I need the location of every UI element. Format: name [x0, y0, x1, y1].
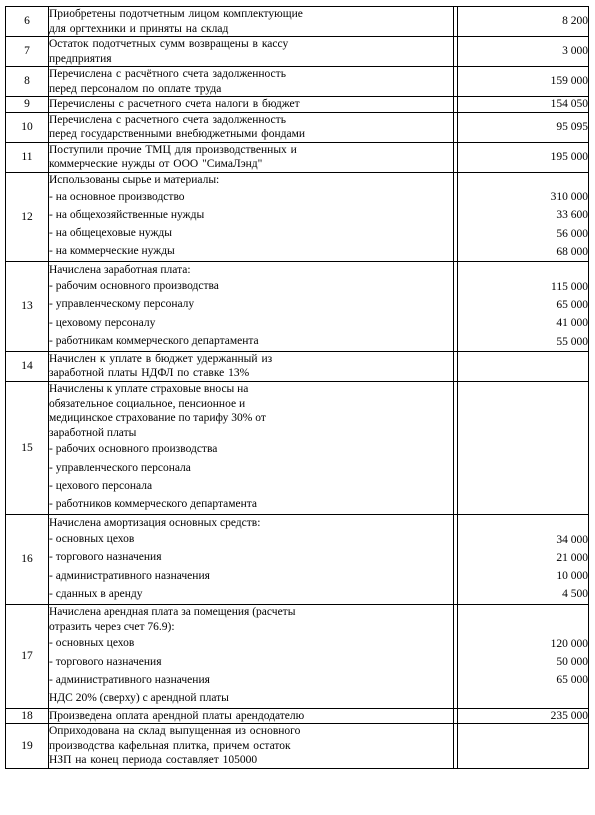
- list-item: - цехового персонала: [49, 479, 153, 492]
- operation-amount: 235 000: [458, 708, 589, 724]
- operation-description: [49, 67, 454, 97]
- operation-amount: 8 200: [458, 7, 589, 37]
- description-line: заработной платы НДФЛ по ставке 13%: [49, 367, 250, 380]
- operation-amount: [458, 262, 589, 352]
- description-line: производства кафельная плитка, причем остаток: [49, 739, 291, 752]
- list-item: - на основное производство: [49, 190, 185, 203]
- list-item: - рабочих основного производства: [49, 443, 218, 456]
- amount-spacer: [458, 606, 588, 635]
- description-line: Перечислена с расчетного счета задолженность: [49, 113, 286, 126]
- description-line: коммерческие нужды от ООО "СимаЛэнд": [49, 158, 263, 170]
- description-line: Начислена амортизация основных средств:: [49, 516, 261, 529]
- operation-amount: [458, 351, 589, 381]
- description-line: Начислена заработная плата:: [49, 263, 191, 276]
- list-item-amount: 10 000: [556, 570, 588, 583]
- description-line: Перечислена с расчётного счета задолженность: [49, 68, 286, 80]
- list-item-amount: [458, 496, 588, 514]
- amount-spacer: [458, 174, 588, 189]
- list-item-amount: [458, 441, 588, 459]
- table-row: [6, 97, 589, 113]
- operation-amount: [458, 515, 589, 605]
- table-row: [6, 351, 589, 381]
- operation-number: 7: [6, 37, 49, 67]
- operation-amount: [458, 604, 589, 708]
- list-item-amount: 115 000: [551, 280, 588, 293]
- list-item: - на общецеховые нужды: [49, 227, 172, 240]
- list-item-amount: 55 000: [556, 335, 588, 348]
- description-line: перед государственными внебюджетными фондами: [49, 128, 306, 140]
- operation-number: 8: [6, 67, 49, 97]
- list-item-amount: [458, 690, 588, 708]
- description-line: отразить через счет 76.9):: [49, 620, 175, 633]
- table-row: [6, 37, 589, 67]
- operation-description: [49, 604, 454, 708]
- list-item: - управленческому персоналу: [49, 298, 195, 311]
- list-item-amount: 56 000: [556, 227, 588, 240]
- table-row: [6, 724, 589, 769]
- description-line: заработной платы: [49, 426, 137, 439]
- description-line: предприятия: [49, 52, 112, 65]
- operation-number: 11: [6, 142, 49, 172]
- description-line: обязательное социальное, пенсионное и: [49, 397, 246, 410]
- operation-number: 16: [6, 515, 49, 605]
- operation-number: 13: [6, 262, 49, 352]
- description-line: Остаток подотчетных сумм возвращены в кассу: [49, 38, 289, 50]
- description-line: НЗП на конец периода составляет 105000: [49, 754, 258, 767]
- table-row: [6, 515, 589, 605]
- list-item-amount: 65 000: [556, 298, 588, 311]
- list-item: - работникам коммерческого департамента: [49, 335, 259, 348]
- list-item: НДС 20% (сверху) с арендной платы: [49, 692, 229, 705]
- list-item-amount: 50 000: [556, 656, 588, 669]
- list-item: - торгового назначения: [49, 655, 162, 668]
- operations-table: [5, 6, 589, 769]
- operation-description: [49, 724, 454, 769]
- table-row: [6, 142, 589, 172]
- list-item-amount: 21 000: [556, 551, 588, 564]
- description-line: Поступили прочие ТМЦ для производственных и: [49, 143, 297, 156]
- list-item-amount: [458, 477, 588, 495]
- description-line: для оргтехники и приняты на склад: [49, 22, 229, 35]
- description-line: Произведена оплата арендной платы арендодателю: [49, 709, 305, 722]
- list-item: - основных цехов: [49, 637, 135, 650]
- list-item-amount: 68 000: [556, 245, 588, 258]
- list-item: - на коммерческие нужды: [49, 245, 175, 258]
- operation-description: [49, 381, 454, 514]
- operation-description: [49, 172, 454, 262]
- operation-number: 17: [6, 604, 49, 708]
- operation-amount: 95 095: [458, 112, 589, 142]
- table-row: [6, 708, 589, 724]
- list-item: - на общехозяйственные нужды: [49, 208, 205, 221]
- operations-table-body: [6, 7, 589, 769]
- description-line: Начислен к уплате в бюджет удержанный из: [49, 352, 273, 365]
- operation-description: [49, 262, 454, 352]
- list-item: - основных цехов: [49, 533, 135, 546]
- operation-amount: 3 000: [458, 37, 589, 67]
- description-line: перед персоналом по оплате труда: [49, 82, 222, 95]
- operation-description: [49, 97, 454, 113]
- operation-description: [49, 142, 454, 172]
- description-line: Начислена арендная плата за помещения (расчеты: [49, 606, 296, 619]
- list-item-amount: 310 000: [550, 191, 588, 203]
- list-item: - работников коммерческого департамента: [49, 498, 258, 511]
- operation-description: [49, 7, 454, 37]
- operation-description: [49, 112, 454, 142]
- operation-amount: 159 000: [458, 67, 589, 97]
- operation-description: [49, 515, 454, 605]
- operation-amount: [458, 724, 589, 769]
- operation-number: 12: [6, 172, 49, 262]
- table-row: [6, 262, 589, 352]
- list-item-amount: 120 000: [550, 637, 588, 650]
- operation-number: 6: [6, 7, 49, 37]
- amount-spacer: [458, 516, 588, 531]
- list-item-amount: 34 000: [556, 533, 588, 546]
- operation-number: 18: [6, 708, 49, 724]
- operation-number: 19: [6, 724, 49, 769]
- operation-number: 9: [6, 97, 49, 113]
- operation-amount: 154 050: [458, 97, 589, 113]
- amount-spacer: [458, 383, 588, 441]
- operation-amount: [458, 381, 589, 514]
- operation-amount: [458, 172, 589, 262]
- list-item: - административного назначения: [49, 569, 210, 582]
- description-line: Оприходована на склад выпущенная из основного: [49, 725, 301, 738]
- list-item-amount: 41 000: [556, 317, 588, 330]
- operation-number: 10: [6, 112, 49, 142]
- operation-description: [49, 351, 454, 381]
- description-line: Перечислены с расчетного счета налоги в бюджет: [49, 98, 300, 110]
- description-line: Начислены к уплате страховые вносы на: [49, 383, 249, 396]
- table-row: [6, 112, 589, 142]
- list-item: - управленческого персонала: [49, 461, 191, 474]
- list-item: - торгового назначения: [49, 551, 162, 564]
- list-item: - цеховому персоналу: [49, 316, 156, 329]
- operation-number: 14: [6, 351, 49, 381]
- operation-description: [49, 708, 454, 724]
- operation-amount: 195 000: [458, 142, 589, 172]
- list-item: - административного назначения: [49, 673, 210, 686]
- list-item-amount: [458, 459, 588, 477]
- list-item-amount: 4 500: [562, 588, 588, 601]
- operation-number: 15: [6, 381, 49, 514]
- description-line: медицинское страхование по тарифу 30% от: [49, 412, 266, 425]
- description-line: Приобретены подотчетным лицом комплектующие: [49, 8, 303, 20]
- list-item: - рабочим основного производства: [49, 280, 219, 293]
- table-row: [6, 7, 589, 37]
- table-row: [6, 172, 589, 262]
- list-item-amount: 33 600: [556, 209, 588, 222]
- table-row: [6, 67, 589, 97]
- table-row: [6, 381, 589, 514]
- amount-spacer: [458, 263, 588, 278]
- list-item: - сданных в аренду: [49, 587, 143, 600]
- list-item-amount: 65 000: [556, 674, 588, 687]
- table-row: [6, 604, 589, 708]
- operation-description: [49, 37, 454, 67]
- description-line: Использованы сырье и материалы:: [49, 174, 220, 186]
